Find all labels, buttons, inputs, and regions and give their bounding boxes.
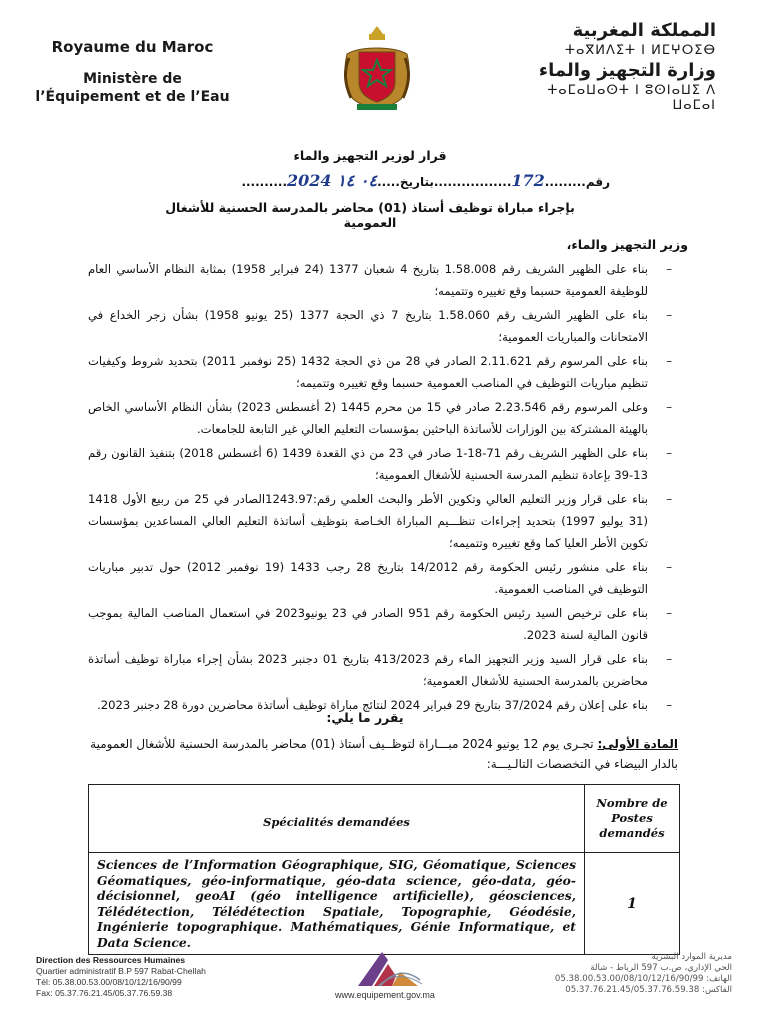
number-value: 172 — [511, 171, 545, 190]
ministry-name-fr — [30, 70, 235, 106]
header-french — [30, 38, 235, 106]
article-1 — [88, 734, 678, 774]
footer-address-ar: الحي الإداري، ص.ب 597 الرباط - شالة — [590, 963, 732, 973]
date-value: 2024 ٠٤ ١٤ — [287, 171, 378, 190]
article-1-text: تجـرى يوم 12 يونيو 2024 مبـــاراة لتوظــيف أستاذ (01) محاضر بالمدرسة الحسنية للأشغال العمومية بالدار البيضاء في التخصصات التالـيـــة: — [90, 737, 678, 771]
footer-fax-fr: Fax: 05.37.76.21.45/05.37.76.59.38 — [36, 988, 173, 998]
number-label: رقم — [585, 175, 610, 189]
coat-of-arms-icon — [339, 24, 415, 114]
kingdom-name-fr: Royaume du Maroc — [51, 38, 214, 56]
header-specialties: Spécialités demandées — [89, 785, 585, 853]
decision-title: قرار لوزير التجهيز والماء — [293, 148, 447, 163]
addressee: وزير التجهيز والماء، — [566, 237, 688, 252]
visa-item: – بناء على ترخيص السيد رئيس الحكومة رقم 951 الصادر في 23 يونيو2023 في استعمال المناصب المالية بموجب قانون المالية لسنة 2023. — [88, 606, 672, 642]
footer-fax-ar: الفاكس: 05.37.76.21.45/05.37.76.59.38 — [565, 985, 732, 995]
posts-cell: 1 — [585, 853, 680, 955]
ministry-logo-icon — [352, 948, 424, 988]
visa-item: – بناء على الظهير الشريف رقم 1.58.008 بتاريخ 4 شعبان 1377 (24 فبراير 1958) بمثابة النظام الأساسي العام للوظيفة العمومية حسبما وقع تغييره وتتميمه؛ — [88, 262, 672, 298]
header-posts: Nombre de Postes demandés — [585, 785, 680, 853]
visa-item: – بناء على قرار السيد وزير التجهيز الماء رقم 413/2023 بتاريخ 01 دجنبر 2023 بشأن إجراء مباراة توظيف أساتذة محاضرين بالمدرسة الحسنية للأشغال العمومية؛ — [88, 652, 672, 688]
decision-number-line: رقم.........172.................بتاريخ.....2024 ٠٤ ١٤.......... — [241, 171, 610, 190]
footer-website: www.equipement.gov.ma — [335, 990, 435, 1000]
decision-subject: بإجراء مباراة توظيف أستاذ (01) محاضر بالمدرسة الحسنية للأشغال العمومية — [165, 200, 575, 230]
specialties-table — [88, 784, 680, 955]
footer-address-fr: Quartier administratif B.P 597 Rabat-Chellah — [36, 966, 206, 976]
ministry-name-fr-line1: Ministère de — [83, 71, 182, 87]
kingdom-name-ar: المملكة المغربية — [572, 20, 716, 41]
kingdom-name-amazigh: ⵜⴰⴳⵍⴷⵉⵜ ⵏ ⵍⵎⵖⵔⵉⴱ — [564, 43, 716, 58]
visa-item: – بناء على منشور رئيس الحكومة رقم 14/2012 بتاريخ 28 رجب 1433 (19 نوفمبر 2012) حول تدبير مباريات التوظيف في المناصب العمومية. — [88, 560, 672, 596]
article-1-label: المادة الأولى: — [597, 737, 678, 751]
footer-right — [532, 952, 732, 996]
ministry-name-ar: وزارة التجهيز والماء — [538, 60, 716, 81]
visa-item: – بناء على قرار وزير التعليم العالي وتكوين الأطر والبحث العلمي رقم:1243.97الصادر في 25 من ربيع الأول 1418 (31 يوليو 1997) بتحديد إجراءات تنظـــيم المباراة الخـاصة بتوظيف أساتذة التعليم العالي المساعدين بمؤسسات تكوين الأطر العليا كما وقع تغييره وتتميمه؛ — [88, 492, 672, 550]
header-arabic — [516, 20, 716, 113]
visa-item: – بناء على الظهير الشريف رقم 1.58.060 بتاريخ 7 ذي الحجة 1377 (25 يونيو 1958) بشأن زجر الخداع في الامتحانات والمباريات العمومية؛ — [88, 308, 672, 344]
footer-direction-fr: Direction des Ressources Humaines — [36, 955, 186, 965]
visa-item: – بناء على المرسوم رقم 2.11.621 الصادر في 28 من ذي الحجة 1432 (25 نوفمبر 2011) بتحديد شروط وكيفيات تنظيم مباريات التوظيف في المناصب العمومية حسبما وقع تغييره وتتميمه؛ — [88, 354, 672, 390]
footer-left — [36, 955, 286, 999]
table-header-row — [89, 785, 680, 853]
visa-item: – بناء على إعلان رقم 37/2024 بتاريخ 29 فبراير 2024 لنتائج مباراة توظيف أساتذة محاضرين دورة 28 دجنبر 2023. — [97, 698, 672, 712]
ministry-name-fr-line2: l’Équipement et de l’Eau — [35, 89, 230, 105]
footer-tel-ar: الهاتف: 05.38.00.53.00/08/10/12/16/90/99 — [554, 974, 732, 984]
date-label: بتاريخ — [399, 175, 434, 189]
footer-direction-ar: مديرية الموارد البشرية — [651, 952, 732, 962]
visa-item: – بناء على الظهير الشريف رقم 71-18-1 صادر في 23 من ذي القعدة 1439 (6 أغسطس 2018) بتنفيذ القانون رقم 13-39 بإعادة تنظيم المدرسة الحسنية للأشغال العمومية؛ — [88, 446, 672, 482]
table-row — [89, 853, 680, 955]
decides-heading: يقرر ما يلي: — [326, 710, 404, 725]
ministry-name-amazigh: ⵜⴰⵎⴰⵡⴰⵙⵜ ⵏ ⵓⵙⵏⴰⵡⵉ ⴷ ⵡⴰⵎⴰⵏ — [547, 83, 716, 113]
visa-list — [88, 258, 674, 718]
specialties-cell: Sciences de l’Information Géographique, SIG, Géomatique, Sciences Géomatiques, géo-informatique, géo-data science, géo-data, géo-décisionnel, geoAI (géo intelligence artificielle), géosciences, Télédétection, Télédétection Spatiale, Topographie, Géodésie, Ingénierie topographique. Mathématiques, Génie Informatique, et Data Science. — [89, 853, 585, 955]
visa-item: – وعلى المرسوم رقم 2.23.546 صادر في 15 من محرم 1445 (2 أغسطس 2023) بشأن النظام الأساسي الخاص بالهيئة المشتركة بين الوزارات للأساتذة الباحثين بمؤسسات التعليم العالي غير التابعة للجامعات. — [88, 400, 672, 436]
footer-tel-fr: Tél: 05.38.00.53.00/08/10/12/16/90/99 — [36, 977, 182, 987]
